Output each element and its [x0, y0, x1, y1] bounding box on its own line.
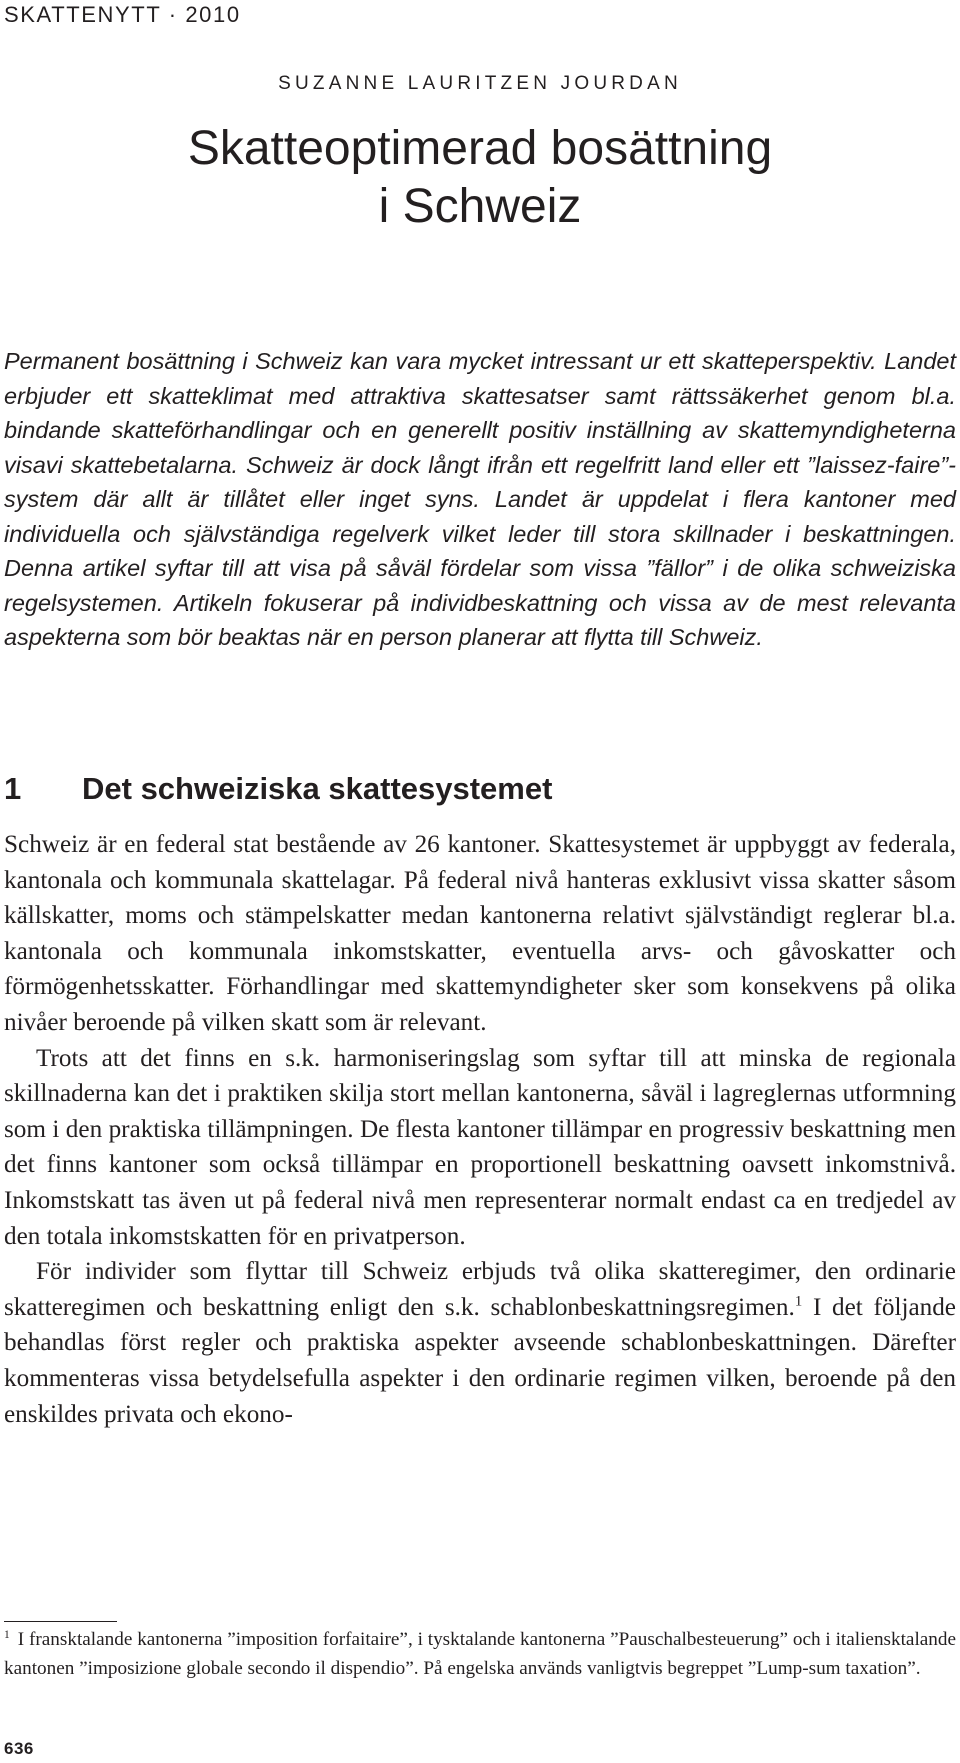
footnote-reference[interactable]: 1 [794, 1293, 803, 1310]
article-title [0, 120, 960, 236]
article-title-line-1: Skatteoptimerad bosättning [187, 122, 773, 175]
section-body [4, 827, 956, 1432]
article-title-line-2: i Schweiz [378, 180, 582, 233]
section-number: 1 [4, 771, 22, 806]
section-title: Det schweiziska skattesystemet [82, 771, 553, 806]
running-header: SKATTENYTT · 2010 [4, 2, 241, 27]
body-paragraph: Trots att det finns en s.k. harmoniseringslag som syftar till att minska de regionala skillnaderna kan det i praktiken skilja stort mellan kantonerna, såväl i lagreglernas utformning som i den praktiska tillämpningen. De flesta kantoner tillämpar en progressiv beskattning men det finns kantoner som också tillämpar en proportionell beskattning oavsett inkomstnivå. Inkomstskatt tas även ut på federal nivå men representerar normalt endast ca en tredjedel av den totala inkomstskatten för en privatperson. [4, 1044, 956, 1250]
footnote-divider [4, 1621, 117, 1622]
author-name: SUZANNE LAURITZEN JOURDAN [278, 73, 682, 94]
footnote-text: I fransktalande kantonerna ”imposition forfaitaire”, i tysktalande kantonerna ”Pauschalbesteuerung” och i italiensktalande kantonen ”imposizione globale secondo il dispendio”. På engelska används vanligtvis begreppet ”Lump-sum taxation”. [4, 1629, 956, 1679]
footnote-number: 1 [4, 1628, 10, 1641]
paragraph-text: För individer som flyttar till Schweiz erbjuds två olika skatteregimer, den ordinarie skatteregimen och beskattning enligt den s.k. schablonbeskattningsregimen. [4, 1258, 956, 1321]
body-paragraph [4, 1254, 956, 1432]
article-abstract: Permanent bosättning i Schweiz kan vara mycket intressant ur ett skatteperspektiv. Landet erbjuder ett skatteklimat med attraktiva skattesatser samt rättssäkerhet genom bl.a. bindande skatteförhandlingar och en generellt positiv inställning av skattemyndigheterna visavi skattebetalarna. Schweiz är dock långt ifrån ett regelfritt land eller ett ”laissez-faire”-system där allt är tillåtet eller inget syns. Landet är uppdelat i flera kantoner med individuella och självständiga regelverk vilket leder till stora skillnader i beskattningen. Denna artikel syftar till att visa på såväl fördelar som vissa ”fällor” i de olika schweiziska regelsystemen. Artikeln fokuserar på individbeskattning och vissa av de mest relevanta aspekterna som bör beaktas när en person planerar att flytta till Schweiz. [4, 348, 956, 650]
body-paragraph: Schweiz är en federal stat bestående av 26 kantoner. Skattesystemet är uppbyggt av federala, kantonala och kommunala skattelagar. På federal nivå hanteras exklusivt vissa skatter såsom källskatter, moms och stämpelskatter medan kantonerna relativt självständigt reglerar bl.a. kantonala och kommunala inkomstskatter, eventuella arvs- och gåvoskatter och förmögenhetsskatter. Förhandlingar med skattemyndigheter sker som konsekvens på olika nivåer beroende på vilken skatt som är relevant. [4, 831, 956, 1036]
page-number: 636 [4, 1739, 34, 1758]
paragraph-text: I det följande behandlas först regler och praktiska aspekter avseende schablonbeskattningen. Därefter kommenteras vissa betydelsefulla aspekter i den ordinarie regimen vilken, beroende på den enskildes privata och ekono- [4, 1293, 956, 1428]
footnote [4, 1625, 956, 1683]
section-heading [4, 771, 552, 807]
